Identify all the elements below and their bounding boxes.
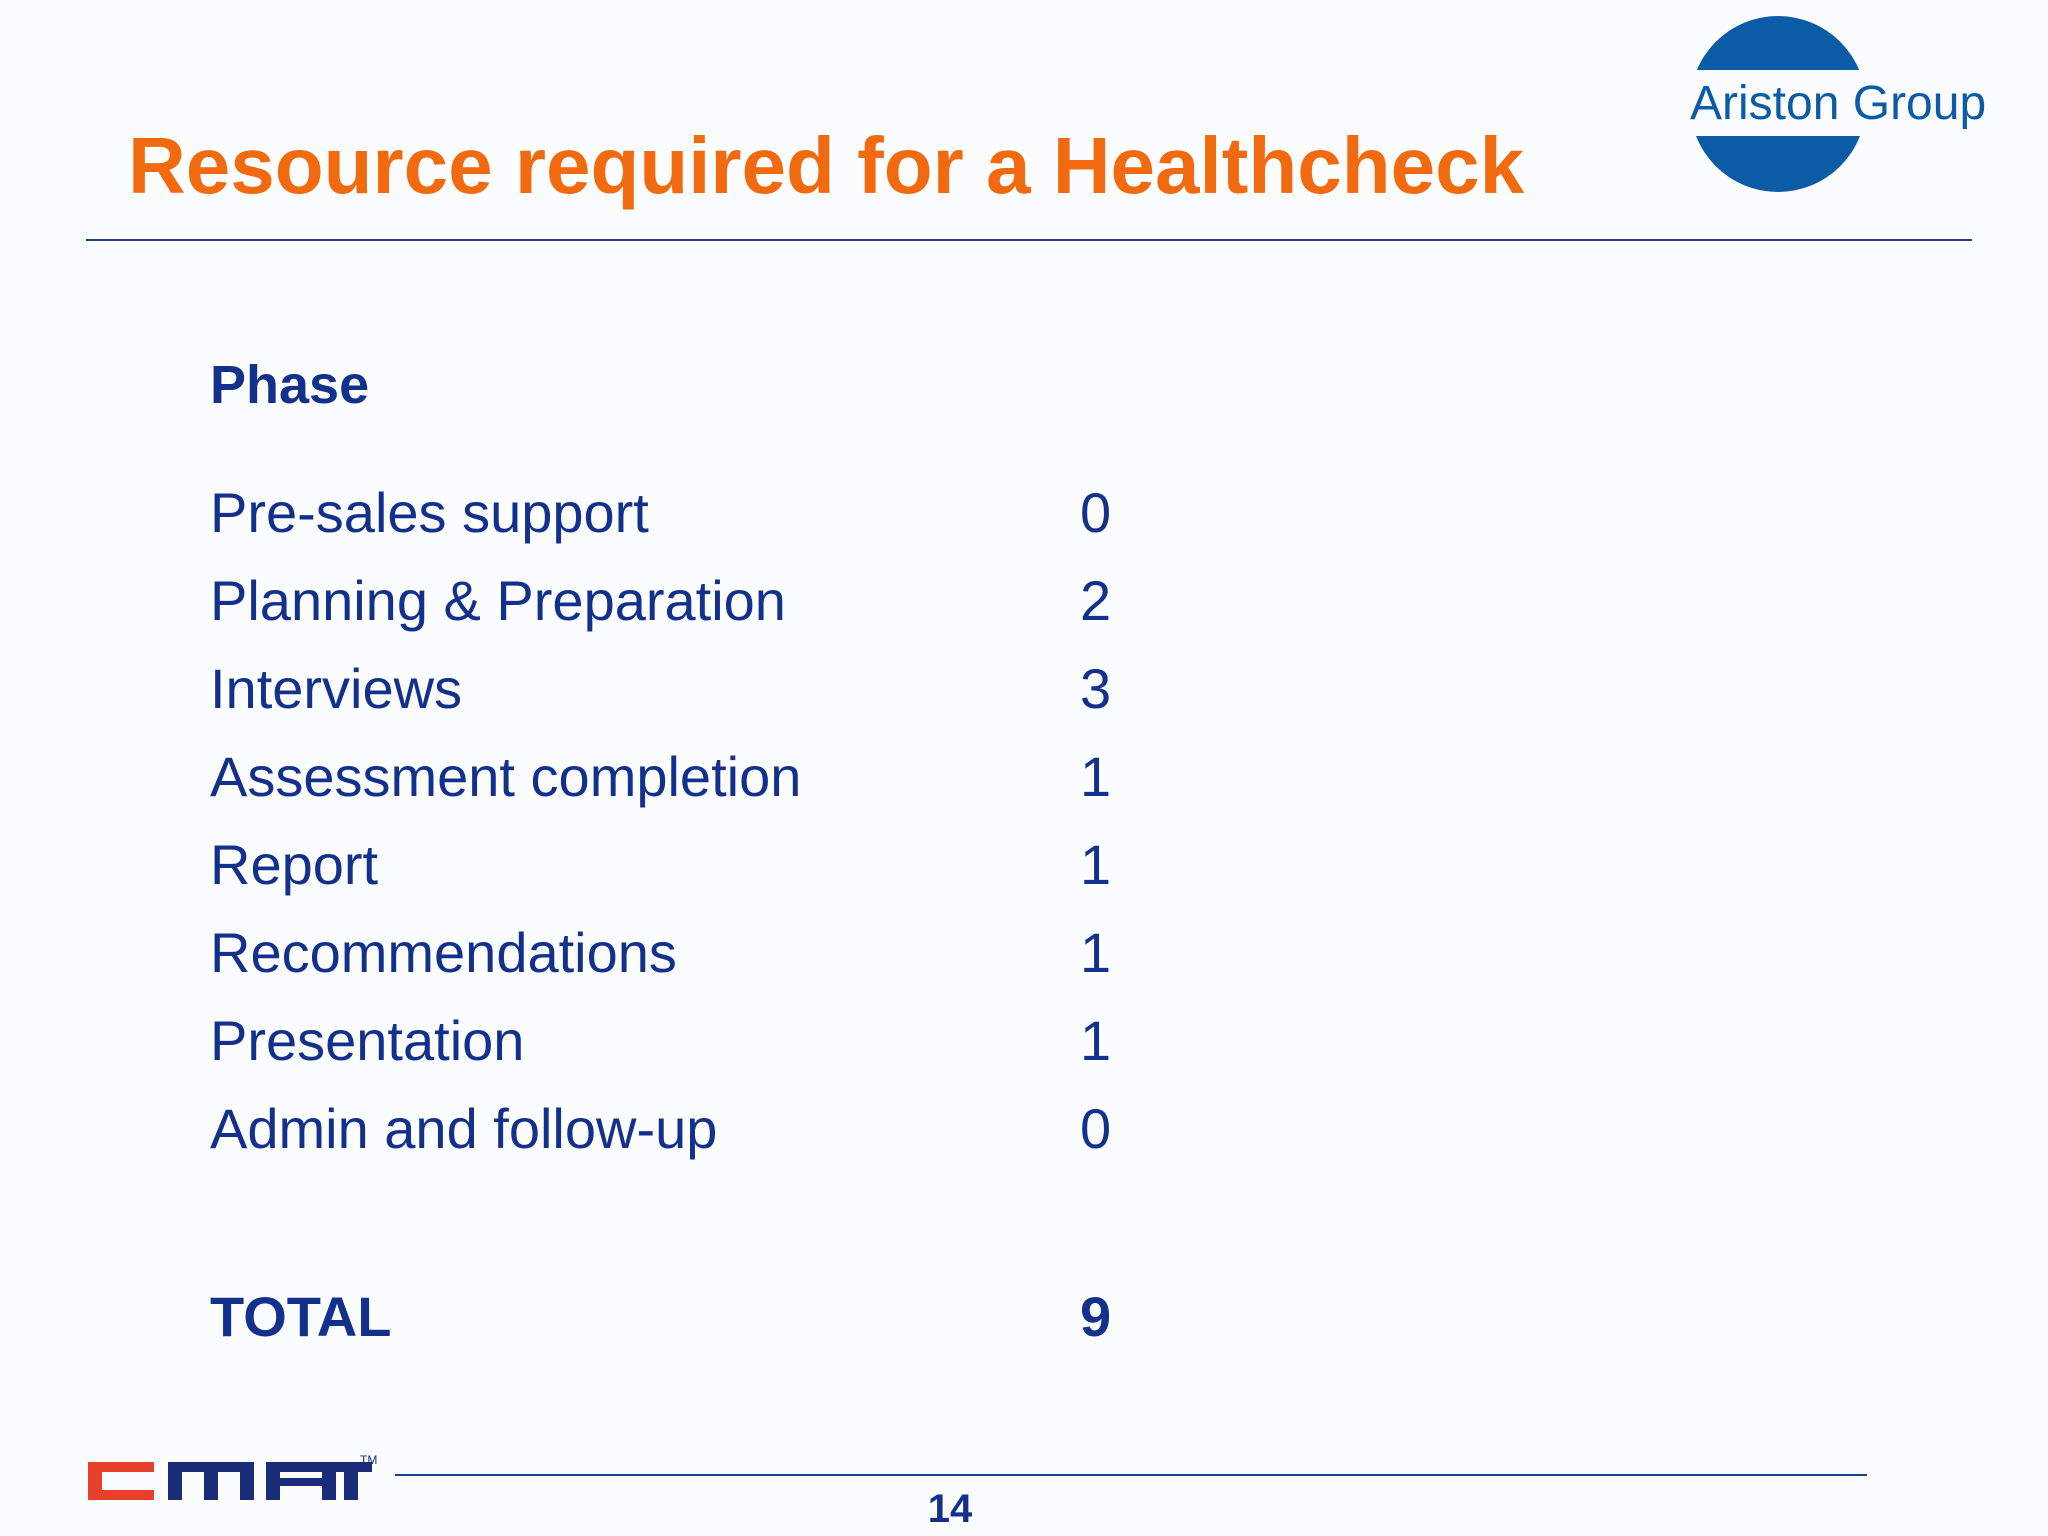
phase-row bbox=[210, 918, 1210, 1006]
phase-value: 1 bbox=[1080, 745, 1112, 808]
ariston-group-logo bbox=[1690, 14, 2030, 194]
page-number: 14 bbox=[927, 1487, 973, 1531]
title-divider bbox=[86, 239, 1972, 241]
logo-text: Ariston Group bbox=[1690, 77, 1987, 130]
phase-row bbox=[210, 478, 1210, 566]
phase-value: 1 bbox=[1080, 1009, 1112, 1072]
phase-row bbox=[210, 566, 1210, 654]
phase-label: Report bbox=[210, 833, 379, 896]
phase-value: 0 bbox=[1080, 1097, 1112, 1160]
cmat-logo bbox=[84, 1452, 384, 1510]
phase-label: Recommendations bbox=[210, 921, 677, 984]
svg-text:TM: TM bbox=[360, 1453, 378, 1467]
phase-row bbox=[210, 654, 1210, 742]
phase-label: Planning & Preparation bbox=[210, 569, 786, 632]
phase-value: 3 bbox=[1080, 657, 1112, 720]
phase-row bbox=[210, 830, 1210, 918]
total-row bbox=[210, 1282, 1210, 1352]
footer-divider bbox=[395, 1474, 1867, 1476]
phase-label: Interviews bbox=[210, 657, 463, 720]
phase-value: 2 bbox=[1080, 569, 1112, 632]
phase-value: 1 bbox=[1080, 921, 1112, 984]
phase-row bbox=[210, 742, 1210, 830]
phase-heading: Phase bbox=[210, 355, 370, 415]
phase-label: Admin and follow-up bbox=[210, 1097, 718, 1160]
slide-title: Resource required for a Healthcheck bbox=[128, 121, 1525, 210]
phase-label: Pre-sales support bbox=[210, 481, 649, 544]
total-label: TOTAL bbox=[210, 1285, 392, 1348]
phase-value: 1 bbox=[1080, 833, 1112, 896]
total-value: 9 bbox=[1080, 1285, 1112, 1348]
phase-row bbox=[210, 1094, 1210, 1182]
phase-label: Assessment completion bbox=[210, 745, 802, 808]
phase-list bbox=[210, 478, 1210, 1182]
phase-row bbox=[210, 1006, 1210, 1094]
phase-label: Presentation bbox=[210, 1009, 525, 1072]
phase-value: 0 bbox=[1080, 481, 1112, 544]
